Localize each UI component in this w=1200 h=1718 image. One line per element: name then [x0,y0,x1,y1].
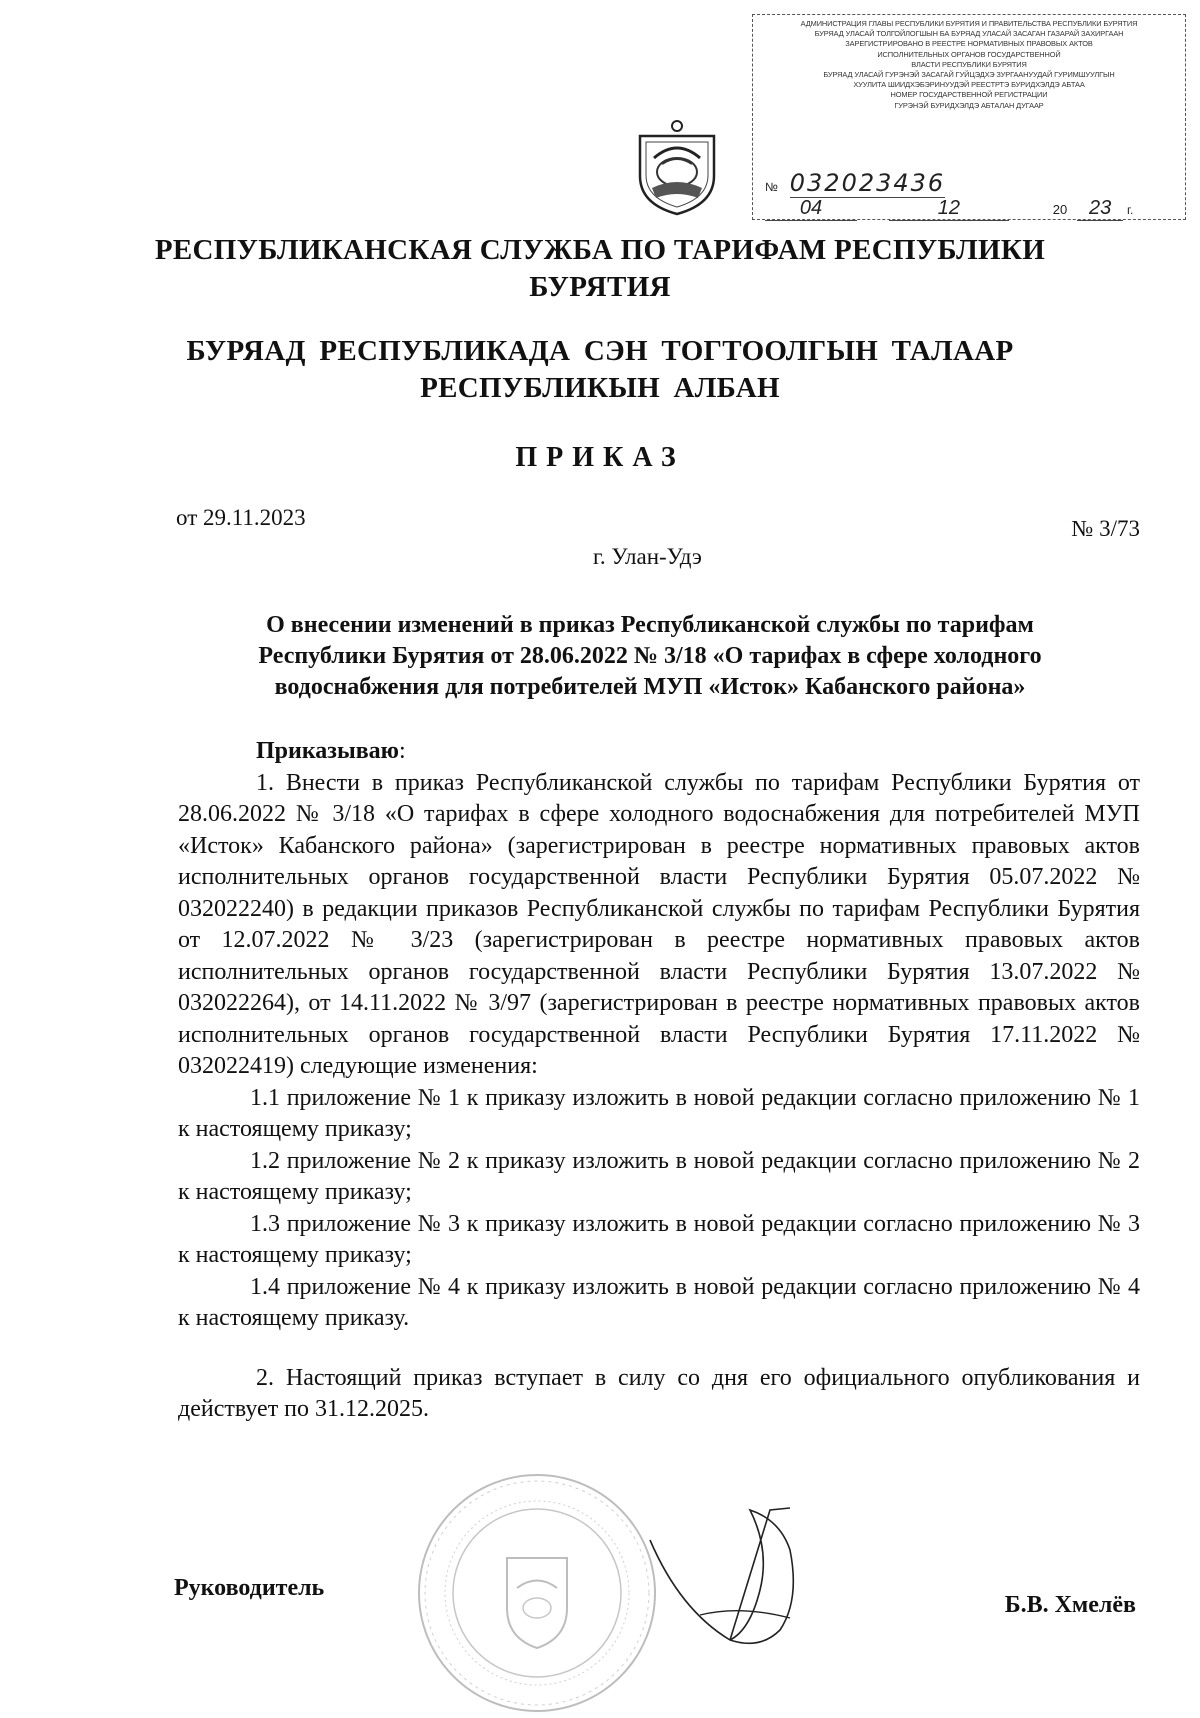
doc-type-heading: ПРИКАЗ [515,442,685,473]
paragraph-1-1: 1.1 приложение № 1 к приказу изложить в новой редакции согласно приложению № 1 к настоящему приказу; [178,1084,1140,1142]
stamp-line: ВЛАСТИ РЕСПУБЛИКИ БУРЯТИЯ [911,59,1027,69]
registration-stamp [752,14,1186,220]
order-intro [178,736,1140,768]
stamp-line: ХУУЛИТА ШИИДХЭБЭРИНУУДЭЙ РЕЕСТРТЭ БУРИДХЭЛДЭ АБТАА [853,80,1085,90]
stamp-day: 04 [765,197,857,221]
doc-title-line3: водоснабжения для потребителей МУП «Исток» Кабанского района» [274,674,1026,700]
order-word: Приказываю [256,738,399,764]
stamp-number-row [765,169,1175,198]
org-name-ru [150,232,1050,306]
org-name-bur-line2: РЕСПУБЛИКЫН АЛБАН [420,372,780,404]
org-name-bur-line1: БУРЯАД РЕСПУБЛИКАДА СЭН ТОГТООЛГЫН ТАЛААР [186,335,1014,367]
stamp-line: АДМИНИСТРАЦИЯ ГЛАВЫ РЕСПУБЛИКИ БУРЯТИЯ И ПРАВИТЕЛЬСТВА РЕСПУБЛИКИ БУРЯТИЯ [800,19,1138,28]
paragraph-1-2: 1.2 приложение № 2 к приказу изложить в новой редакции согласно приложению № 2 к настоящему приказу; [178,1147,1140,1205]
paragraph-1: 1. Внести в приказ Республиканской службы по тарифам Республики Бурятия от 28.06.2022 № 3/18 «О тарифах в сфере холодного водоснабжения для потребителей МУП «Исток» Кабанского района» (зарегистрирован в реестре нормативных правовых актов исполнительных органов государственной власти Республики Бурятия 05.07.2022 № 032022240) в редакции приказов Республиканской службы по тарифам Республики Бурятия от 12.07.2022 № 3/23 (зарегистрирован в реестре нормативных правовых актов исполнительных органов государственной власти Республики Бурятия 13.07.2022 № 032022264), от 14.11.2022 № 3/97 (зарегистрирован в реестре нормативных правовых актов исполнительных органов государственной власти Республики Бурятия 17.11.2022 № 032022419) следующие изменения: [178,769,1140,1079]
stamp-year-prefix: 20 [1052,202,1068,217]
stamp-line: НОМЕР ГОСУДАРСТВЕННОЙ РЕГИСТРАЦИИ [890,90,1048,100]
official-seal-icon [412,1468,662,1718]
doc-date: от 29.11.2023 [176,505,306,530]
stamp-line: ИСПОЛНИТЕЛЬНЫХ ОРГАНОВ ГОСУДАРСТВЕННОЙ [877,49,1061,59]
doc-number: № 3/73 [1071,516,1140,541]
stamp-year: 23 [1077,197,1123,221]
doc-title-line1: О внесении изменений в приказ Республиканской службы по тарифам [266,612,1034,638]
stamp-line: ЗАРЕГИСТРИРОВАНО В РЕЕСТРЕ НОРМАТИВНЫХ ПРАВОВЫХ АКТОВ [845,39,1093,49]
coat-of-arms-icon [632,118,722,216]
stamp-registration-number: 032023436 [789,169,946,197]
stamp-year-unit: г. [1127,203,1134,217]
doc-city: г. Улан-Удэ [593,544,702,569]
handwritten-signature-icon [640,1490,860,1650]
org-name-ru-line1: РЕСПУБЛИКАНСКАЯ СЛУЖБА ПО ТАРИФАМ РЕСПУБЛИКИ [154,234,1046,266]
stamp-month: 12 [889,197,1009,221]
doc-body [178,736,1140,1426]
signatory-name: Б.В. Хмелёв [1004,1592,1136,1618]
paragraph-1-3: 1.3 приложение № 3 к приказу изложить в новой редакции согласно приложению № 3 к настоящему приказу; [178,1210,1140,1268]
org-name-ru-line2: БУРЯТИЯ [529,271,671,303]
signatory-position: Руководитель [174,1575,325,1601]
stamp-line: БУРЯАД УЛАСАЙ ГУРЭНЭЙ ЗАСАГАЙ ГУЙЦЭДХЭ ЗУРГААНУУДАЙ ГУРИМШУУЛГЫН [823,70,1115,80]
stamp-number-label: № [765,180,778,194]
doc-title [175,610,1125,703]
paragraph-2: 2. Настоящий приказ вступает в силу со дня его официального опубликования и действует по 31.12.2025. [178,1364,1140,1422]
stamp-line: ГУРЭНЭЙ БУРИДХЭЛДЭ АБТАЛАН ДУГААР [894,100,1044,110]
doc-title-line2: Республики Бурятия от 28.06.2022 № 3/18 «О тарифах в сфере холодного [258,643,1042,669]
paragraph-gap [178,1335,1140,1363]
stamp-line: БУРЯАД УЛАСАЙ ТОЛГОЙЛОГШЫН БА БУРЯАД УЛАСАЙ ЗАСАГАН ГАЗАРАЙ ЗАХИРГААН [814,29,1124,39]
order-colon: : [399,738,406,764]
org-name-bur [150,333,1050,407]
paragraph-1-4: 1.4 приложение № 4 к приказу изложить в новой редакции согласно приложению № 4 к настоящему приказу. [178,1273,1140,1331]
stamp-date-row [765,197,1175,221]
